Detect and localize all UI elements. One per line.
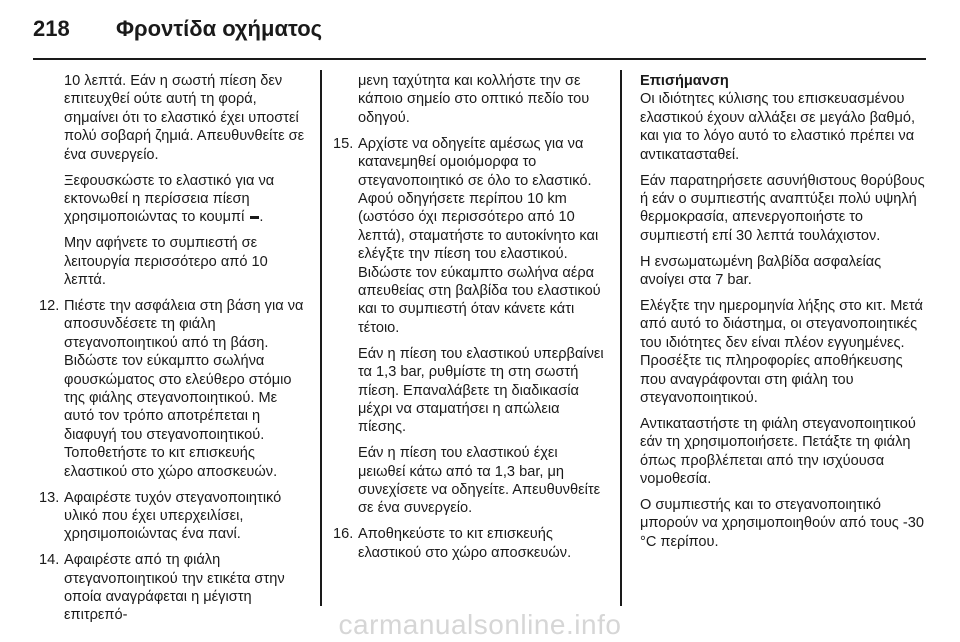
watermark: carmanualsonline.info (338, 609, 622, 640)
list-item (333, 525, 604, 562)
item-number: 15. (333, 135, 354, 152)
header-rule (33, 58, 926, 60)
sub-paragraph: Εάν η πίεση του ελαστικού υπερβαίνει τα 1,3 bar, ρυθμίστε τη στη σωστή πίεση. Επαναλάβετε τη διαδικασία μέχρι να σταματήσει η απώλεια πίεσης. (358, 345, 604, 436)
list-item (39, 297, 309, 481)
note-heading: Επισήμανση (640, 73, 729, 89)
note-paragraph: Ελέγξτε την ημερομηνία λήξης στο κιτ. Μετά από αυτό το διάστημα, οι στεγανοποιητικές του ιδιότητες δεν είναι πλέον εγγυημένες. Προσέξτε τις πληροφορίες αποθήκευσης που αναγράφονται στη φιάλη του στεγανοποιητικού. (640, 297, 923, 406)
item-text: Αφαιρέστε τυχόν στεγανοποιητικό υλικό που έχει υπερχειλίσει, χρησιμοποιώντας ένα πανί. (64, 489, 282, 543)
page-header (33, 14, 923, 50)
continued-paragraph: 10 λεπτά. Εάν η σωστή πίεση δεν επιτευχθεί ούτε αυτή τη φορά, σημαίνει ότι το ελαστικό έχει υποστεί πολύ σοβαρή ζημιά. Απευθυνθείτε σε ένα συνεργείο. (64, 73, 305, 163)
page-number: 218 (33, 16, 70, 41)
item-number: 13. (39, 489, 60, 506)
item-text: Αποθηκεύστε το κιτ επισκευής ελαστικού στο χώρο αποσκευών. (358, 526, 572, 561)
deflate-text: Ξεφουσκώστε το ελαστικό για να εκτονωθεί η περίσσεια πίεση χρησιμοποιώντας το κουμπί (64, 172, 275, 226)
column-divider-1 (320, 70, 322, 606)
column-1 (39, 72, 309, 632)
item-text: Αρχίστε να οδηγείτε αμέσως για να κατανεμηθεί ομοιόμορφα το στεγανοποιητικό σε όλο το ελαστικό. Αφού οδηγήσετε περίπου 10 km (ωστόσο όχι περισσότερο από 10 λεπτά), σταματήστε το αυτοκίνητο και ελέγξτε την πίεση του ελαστικού. Βιδώστε τον εύκαμπτο σωλήνα αέρα απευθείας στη βαλβίδα του ελαστικού και το συμπιεστή όταν κάνετε κάτι τέτοιο. (358, 135, 601, 336)
note-paragraph: Ο συμπιεστής και το στεγανοποιητικό μπορούν να χρησιμοποιηθούν από τους -30 °C περίπου. (640, 497, 924, 550)
note-paragraph: Η ενσωματωμένη βαλβίδα ασφαλείας ανοίγει στα 7 bar. (640, 253, 882, 289)
item-number: 12. (39, 297, 60, 314)
item-number: 16. (333, 526, 354, 543)
note-paragraph: Αντικαταστήστε τη φιάλη στεγανοποιητικού εάν τη χρησιμοποιήσετε. Πετάξτε τη φιάλη όπως προβλέπεται από την ισχύουσα νομοθεσία. (640, 415, 916, 488)
item-text: Αφαιρέστε από τη φιάλη στεγανοποιητικού την ετικέτα στην οποία αναγράφεται η μέγιστη επιτρεπό- (64, 552, 285, 624)
list-item (39, 489, 309, 544)
minus-button-icon (250, 216, 259, 219)
item-number: 14. (39, 552, 60, 569)
column-3 (640, 72, 928, 559)
item-text: Πιέστε την ασφάλεια στη βάση για να αποσυνδέσετε τη φιάλη στεγανοποιητικού από τη βάση. Βιδώστε τον εύκαμπτο σωλήνα φουσκώματος στο ελεύθερο στόμιο της φιάλης στεγανοποιητικού. Με αυτό τον τρόπο αποτρέπεται η διαφυγή του στεγανοποιητικού. Τοποθετήστε το κιτ επισκευής ελαστικού στο χώρο αποσκευών. (64, 297, 304, 480)
page-title: Φροντίδα οχήματος (116, 16, 323, 41)
deflate-paragraph: Ξεφουσκώστε το ελαστικό για να εκτονωθεί η περίσσεια πίεση χρησιμοποιώντας το κουμπί . (64, 172, 275, 226)
column-2 (333, 72, 604, 570)
list-item (333, 135, 604, 337)
note-paragraph: Οι ιδιότητες κύλισης του επισκευασμένου ελαστικού έχουν αλλάξει σε μεγάλο βαθμό, και για το λόγο αυτό το ελαστικό πρέπει να αντικατασταθεί. (640, 91, 916, 163)
note-paragraph: Εάν παρατηρήσετε ασυνήθιστους θορύβους ή εάν ο συμπιεστής αναπτύξει πολύ υψηλή θερμοκρασία, απενεργοποιήστε το συμπιεστή επί 30 λεπτά τουλάχιστον. (640, 172, 925, 244)
continued-paragraph: μενη ταχύτητα και κολλήστε την σε κάποιο σημείο στο οπτικό πεδίο του οδηγού. (358, 73, 590, 126)
sub-paragraph: Εάν η πίεση του ελαστικού έχει μειωθεί κάτω από τα 1,3 bar, μη συνεχίσετε να οδηγείτε. Απευθυνθείτε σε ένα συνεργείο. (358, 445, 601, 517)
runtime-paragraph: Μην αφήνετε το συμπιεστή σε λειτουργία περισσότερο από 10 λεπτά. (64, 235, 268, 289)
column-divider-2 (620, 70, 622, 606)
